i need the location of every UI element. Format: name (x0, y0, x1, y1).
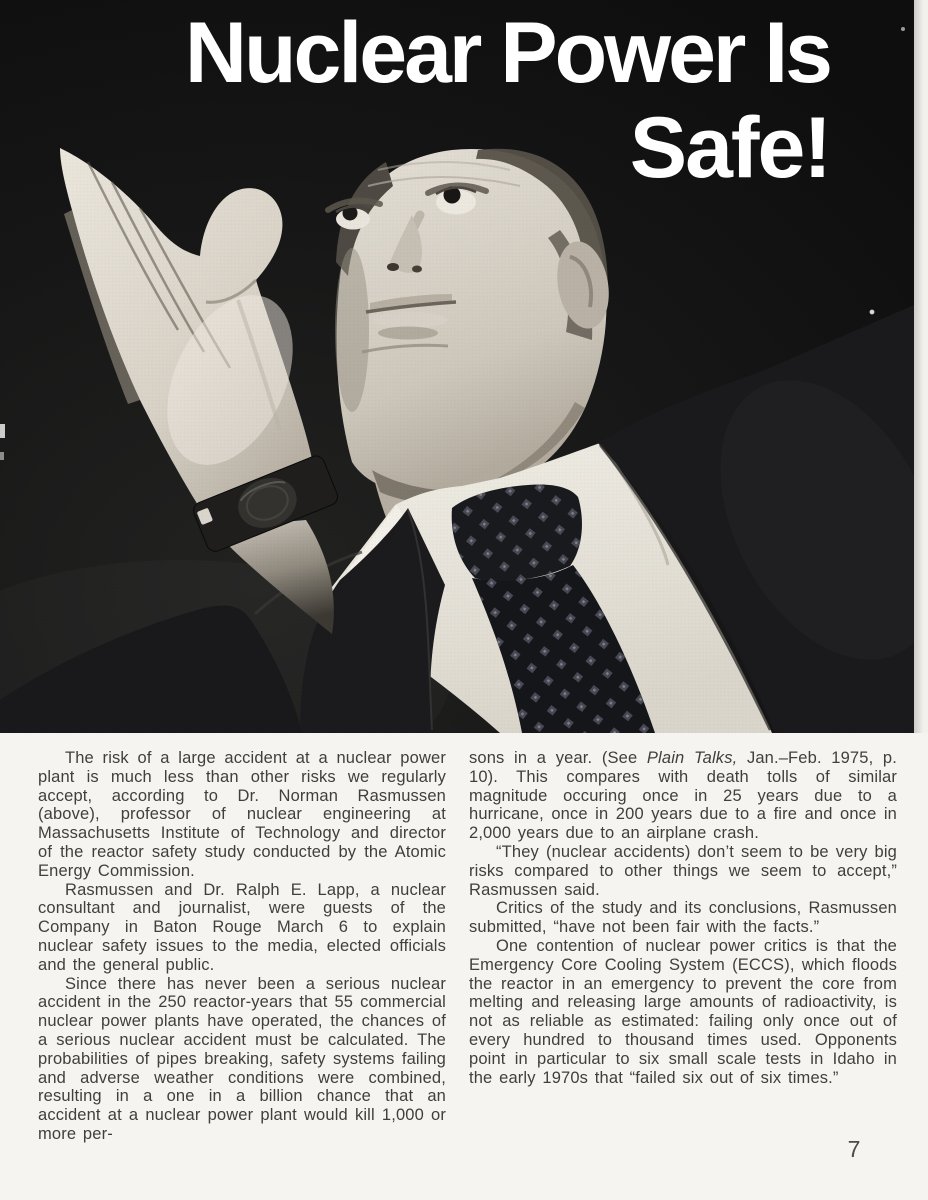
article-paragraph (469, 937, 897, 1087)
page-number: 7 (847, 1136, 861, 1162)
paragraph-text: Critics of the study and its conclusions, Rasmussen submitted, “have not been fair with the facts.” (469, 899, 897, 937)
paragraph-text: sons in a year. (See (469, 749, 647, 767)
paragraph-text: One contention of nuclear power critics is that the Emergency Core Cooling System (ECCS), which floods the reactor in an emergency to prevent the core from melting and releasing large amounts of radioactivity, is not as reliable as estimated: failing only once out of every hundred to thousand times used. Opponents point in particular to six small scale tests in Idaho in the early 1970s that “failed six out of six times.” (469, 936, 897, 1087)
article-paragraph (38, 749, 446, 881)
article-paragraph (469, 899, 897, 937)
paragraph-text: Since there has never been a serious nuclear accident in the 250 reactor-years that 55 commercial nuclear power plants have operated, the chances of a serious nuclear accident must be calculated. The probabilities of pipes breaking, safety systems failing and adverse weather conditions were combined, resulting in a one in a billion chance that an accident at a nuclear power plant would kill 1,000 or more per- (38, 974, 446, 1143)
publication-name: Plain Talks, (646, 749, 738, 767)
paragraph-text: Rasmussen and Dr. Ralph E. Lapp, a nuclear consultant and journalist, were guests of the Company in Baton Rouge March 6 to explain nuclear safety issues to the media, elected officials and the general public. (38, 880, 446, 974)
article-paragraph (469, 843, 897, 899)
article-paragraph (38, 975, 446, 1144)
article-title (185, 6, 830, 196)
article-paragraph (38, 881, 446, 975)
article-column-right (469, 749, 897, 1087)
page-edge-shadow (913, 0, 928, 733)
article-paragraph (469, 749, 897, 843)
paragraph-text: Jan.–Feb. 1975, p. 10). This compares with death tolls of similar magnitude occuring once in 25 years due to a hurricane, once in 200 years due to a fire and once in 2,000 years due to an airplane crash. (469, 749, 897, 843)
paragraph-text: The risk of a large accident at a nuclear power plant is much less than other risks we regularly accept, according to Dr. Norman Rasmussen (above), professor of nuclear engineering at Massachusetts Institute of Technology and director of the reactor safety study conducted by the Atomic Energy Commission. (38, 749, 446, 880)
article-column-left (38, 749, 446, 1144)
title-line-1: Nuclear Power Is (184, 5, 830, 101)
paragraph-text: “They (nuclear accidents) don’t seem to be very big risks compared to other things we seem to accept,” Rasmussen said. (469, 842, 897, 899)
title-line-2: Safe! (629, 100, 830, 196)
